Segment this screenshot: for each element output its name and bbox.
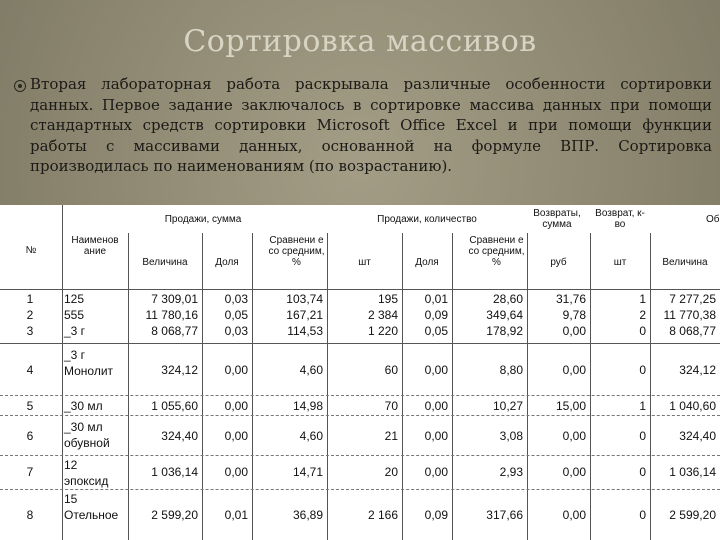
table-cell: 0,01 — [224, 507, 248, 522]
table-cell: 0,00 — [224, 429, 248, 443]
table-cell: 2 599,20 — [151, 507, 198, 522]
table-cell: 1 036,14 — [669, 465, 716, 479]
row-name-cell: _3 г Монолит — [64, 348, 114, 378]
table-cell: 0 — [639, 363, 646, 377]
table-cell: 9,78 — [562, 308, 586, 322]
table-cell: 0,00 — [562, 429, 586, 443]
table-cell: 0,03 — [224, 324, 248, 338]
row-name-cell: 555 — [64, 308, 85, 322]
column-header-rub: руб — [550, 257, 567, 268]
table-cell: 20 — [384, 465, 398, 479]
group-header-sales-qty: Продажи, количество — [377, 214, 477, 225]
table-cell: 0 — [639, 429, 646, 443]
table-cell: 60 — [384, 363, 398, 377]
row-number-cell: 6 — [26, 429, 34, 443]
table-cell: 167,21 — [286, 308, 323, 322]
column-header-compare: Сравнени е со средним, % — [268, 235, 325, 268]
table-cell: 1 055,60 — [151, 399, 198, 413]
group-header-extra: Об — [706, 214, 720, 225]
grid-line — [327, 233, 328, 540]
grid-line — [402, 233, 403, 540]
table-cell: 0,09 — [424, 507, 448, 522]
table-cell: 1 036,14 — [151, 465, 198, 479]
column-header-value-total: Величина — [662, 257, 708, 268]
row-number-cell: 5 — [26, 399, 34, 413]
table-cell: 103,74 — [286, 292, 323, 306]
group-header-returns-qty: Возврат, к-во — [595, 208, 645, 230]
group-header-returns-sum: Возвраты, сумма — [533, 208, 581, 230]
grid-line — [0, 489, 720, 490]
column-header-num: № — [25, 245, 37, 256]
table-cell: 0,09 — [424, 308, 448, 322]
column-header-return-pcs: шт — [613, 257, 627, 268]
table-cell: 0,03 — [224, 292, 248, 306]
table-cell: 7 309,01 — [151, 292, 198, 306]
table-cell: 11 780,16 — [145, 308, 198, 322]
table-cell: 2,93 — [499, 465, 523, 479]
group-header-sales-sum: Продажи, сумма — [164, 214, 242, 225]
row-name-cell: 15 Отельное — [64, 492, 119, 522]
table-cell: 21 — [384, 429, 398, 443]
row-name-cell: 125 — [64, 292, 85, 306]
table-cell: 0,00 — [424, 399, 448, 413]
table-cell: 1 220 — [367, 324, 398, 338]
table-cell: 0,00 — [562, 465, 586, 479]
table-cell: 2 599,20 — [669, 507, 716, 522]
bullet-icon — [14, 80, 26, 92]
grid-line — [252, 233, 253, 540]
table-cell: 0,00 — [424, 429, 448, 443]
row-name-cell: _30 мл — [64, 399, 103, 413]
table-cell: 1 — [639, 292, 646, 306]
table-cell: 36,89 — [292, 507, 323, 522]
table-cell: 349,64 — [486, 308, 523, 322]
table-cell: 3,08 — [499, 429, 523, 443]
column-header-share-qty: Доля — [415, 257, 439, 268]
grid-line — [128, 233, 129, 540]
table-cell: 4,60 — [299, 363, 323, 377]
grid-line — [650, 233, 651, 540]
table-cell: 1 — [639, 399, 646, 413]
grid-line — [0, 455, 720, 456]
row-name-cell: 12 эпоксид — [64, 458, 109, 488]
table-cell: 0,00 — [562, 324, 586, 338]
grid-line — [590, 233, 591, 540]
table-cell: 324,12 — [161, 363, 198, 377]
table-cell: 14,98 — [292, 399, 323, 413]
table-cell: 178,92 — [486, 324, 523, 338]
row-name-cell: _30 мл обувной — [64, 420, 110, 450]
grid-line — [0, 289, 720, 290]
table-cell: 4,60 — [299, 429, 323, 443]
table-cell: 324,40 — [161, 429, 198, 443]
column-header-name: Наименов ание — [71, 235, 119, 257]
grid-line — [0, 395, 720, 396]
table-cell: 14,71 — [292, 465, 323, 479]
table-cell: 28,60 — [492, 292, 523, 306]
table-cell: 0,00 — [224, 399, 248, 413]
column-header-pcs: шт — [358, 257, 371, 268]
grid-line — [452, 233, 453, 540]
table-cell: 2 384 — [367, 308, 398, 322]
row-number-cell: 8 — [26, 507, 34, 522]
table-cell: 114,53 — [287, 324, 323, 338]
table-cell: 0,05 — [224, 308, 248, 322]
table-cell: 0,05 — [424, 324, 448, 338]
table-cell: 15,00 — [555, 399, 586, 413]
table-cell: 195 — [377, 292, 398, 306]
slide-title: Сортировка массивов — [183, 24, 537, 59]
slide-paragraph: Вторая лабораторная работа раскрывала различные особенности сортировки данных. Первое задание заключалось в сортировке массива данных при помощи стандартных средств сортировки Microsoft Office Excel и при помощи функции работы с массивами данных, основанной на формуле ВПР. Сортировка производилась по наименованиям (по возрастанию). — [30, 75, 712, 175]
table-cell: 317,66 — [486, 507, 523, 522]
table-cell: 70 — [384, 399, 398, 413]
table-cell: 11 770,38 — [663, 308, 716, 322]
table-cell: 0,00 — [224, 465, 248, 479]
table-cell: 8 068,77 — [669, 324, 716, 338]
row-number-cell: 3 — [26, 324, 34, 338]
grid-line — [527, 233, 528, 540]
table-cell: 0,00 — [424, 363, 448, 377]
column-header-compare-qty: Сравнени е со средним, % — [468, 235, 525, 268]
table-cell: 1 040,60 — [669, 399, 716, 413]
table-cell: 0,00 — [562, 507, 586, 522]
table-cell: 0 — [639, 507, 646, 522]
grid-line — [0, 343, 720, 344]
row-number-cell: 7 — [26, 465, 34, 479]
table-cell: 324,40 — [679, 429, 716, 443]
table-cell: 31,76 — [555, 292, 586, 306]
grid-line — [202, 233, 203, 540]
table-cell: 7 277,25 — [669, 292, 716, 306]
grid-line — [0, 415, 720, 416]
table-cell: 0,00 — [562, 363, 586, 377]
row-name-cell: _3 г — [64, 324, 86, 338]
row-number-cell: 2 — [26, 308, 34, 322]
table-cell: 0,00 — [424, 465, 448, 479]
table-cell: 2 — [639, 308, 646, 322]
table-cell: 8,80 — [499, 363, 523, 377]
spreadsheet-table — [0, 205, 720, 540]
table-cell: 0,01 — [424, 292, 448, 306]
table-cell: 324,12 — [679, 363, 716, 377]
table-cell: 10,27 — [492, 399, 523, 413]
row-number-cell: 1 — [26, 292, 34, 306]
table-cell: 0 — [639, 465, 646, 479]
table-cell: 0,00 — [224, 363, 248, 377]
row-number-cell: 4 — [26, 363, 34, 377]
table-cell: 2 166 — [367, 507, 398, 522]
column-header-value: Величина — [142, 257, 188, 268]
table-cell: 8 068,77 — [151, 324, 198, 338]
column-header-share: Доля — [215, 257, 239, 268]
table-cell: 0 — [639, 324, 646, 338]
